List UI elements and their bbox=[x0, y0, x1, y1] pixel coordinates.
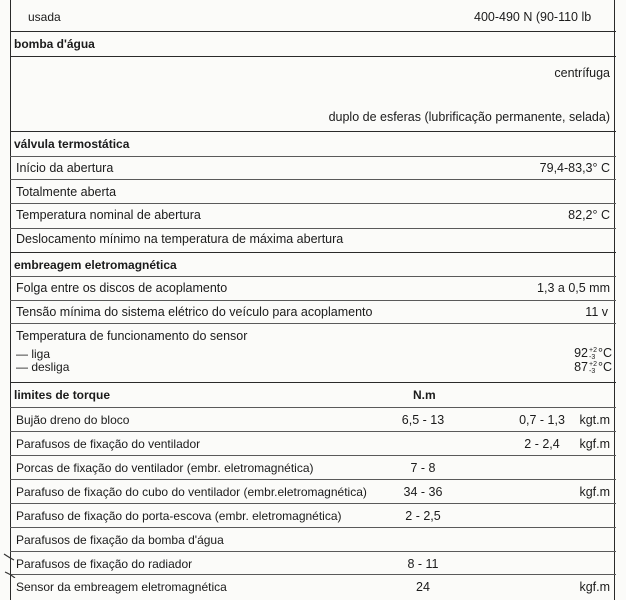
rule bbox=[10, 479, 616, 480]
deslocamento-label: Deslocamento mínimo na temperatura de máxima abertura bbox=[16, 232, 344, 246]
rule bbox=[10, 31, 616, 32]
rule bbox=[10, 382, 616, 383]
inicio-label: Início da abertura bbox=[16, 161, 114, 175]
rule bbox=[10, 228, 616, 229]
torque-row-nm: 2 - 2,5 bbox=[405, 509, 441, 523]
folga-label: Folga entre os discos de acoplamento bbox=[16, 281, 228, 295]
torque-row-unit: kgf.m bbox=[579, 580, 610, 594]
embreagem-heading: embreagem eletromagnética bbox=[14, 258, 177, 272]
totalmente-label: Totalmente aberta bbox=[16, 185, 117, 199]
torque-row-label: Bujão dreno do bloco bbox=[16, 413, 130, 427]
folga-value: 1,3 a 0,5 mm bbox=[537, 281, 610, 295]
torque-row-label: Sensor da embreagem eletromagnética bbox=[16, 580, 227, 594]
margin-mark-icon bbox=[2, 548, 18, 578]
liga-label: — liga bbox=[16, 347, 51, 361]
inicio-value: 79,4-83,3° C bbox=[539, 161, 610, 175]
tensao-label: Tensão mínima do sistema elétrico do veículo para acoplamento bbox=[16, 305, 373, 319]
rule bbox=[10, 431, 616, 432]
torque-row-nm: 7 - 8 bbox=[410, 461, 436, 475]
sensor-label: Temperatura de funcionamento do sensor bbox=[16, 329, 248, 343]
torque-row-unit: kgt.m bbox=[579, 413, 610, 427]
rule bbox=[10, 455, 616, 456]
torque-row-label: Parafuso de fixação do cubo do ventilador (embr.eletromagnética) bbox=[16, 485, 367, 499]
rule bbox=[10, 179, 616, 180]
torque-row-label: Parafusos de fixação da bomba d'água bbox=[16, 533, 224, 547]
rule bbox=[10, 156, 616, 157]
rule bbox=[10, 551, 616, 552]
rule bbox=[10, 323, 616, 324]
nominal-value: 82,2° C bbox=[568, 208, 610, 222]
torque-row-label: Parafusos de fixação do ventilador bbox=[16, 437, 201, 451]
torque-row-kgf: 2 - 2,4 bbox=[524, 437, 560, 451]
rule bbox=[10, 574, 616, 575]
rule bbox=[10, 252, 616, 253]
torque-row-label: Porcas de fixação do ventilador (embr. eletromagnética) bbox=[16, 461, 314, 475]
rule bbox=[10, 503, 616, 504]
rule bbox=[10, 131, 616, 132]
bomba-bearing: duplo de esferas (lubrificação permanente, selada) bbox=[328, 110, 610, 124]
bomba-type: centrífuga bbox=[554, 66, 610, 80]
torque-row-unit: kgf.m bbox=[579, 437, 610, 451]
usada-value: 400-490 N (90-110 lb bbox=[474, 10, 592, 24]
rule bbox=[10, 407, 616, 408]
nominal-label: Temperatura nominal de abertura bbox=[16, 208, 201, 222]
torque-row-label: Parafusos de fixação do radiador bbox=[16, 557, 193, 571]
torque-row-label: Parafuso de fixação do porta-escova (embr. eletromagnética) bbox=[16, 509, 342, 523]
rule bbox=[10, 300, 616, 301]
torque-row-nm: 34 - 36 bbox=[403, 485, 443, 499]
desliga-value: 87 +2 -3 °C bbox=[574, 360, 612, 375]
usada-label: usada bbox=[28, 10, 61, 24]
liga-value: 92 +2 -3 °C bbox=[574, 346, 612, 361]
rule bbox=[10, 203, 616, 204]
torque-row-nm: 6,5 - 13 bbox=[401, 413, 445, 427]
rule bbox=[10, 56, 616, 57]
desliga-label: — desliga bbox=[16, 360, 70, 374]
torque-unit-header: N.m bbox=[413, 388, 436, 402]
valvula-heading: válvula termostática bbox=[14, 137, 130, 151]
torque-row-nm: 8 - 11 bbox=[407, 557, 439, 571]
rule bbox=[10, 276, 616, 277]
torque-row-kgf: 0,7 - 1,3 bbox=[519, 413, 565, 427]
tensao-value: 11 v bbox=[585, 305, 608, 319]
torque-row-unit: kgf.m bbox=[579, 485, 610, 499]
torque-heading: limites de torque bbox=[14, 388, 111, 402]
bomba-heading: bomba d'água bbox=[14, 37, 95, 51]
rule bbox=[10, 527, 616, 528]
torque-row-nm: 24 bbox=[416, 580, 430, 594]
